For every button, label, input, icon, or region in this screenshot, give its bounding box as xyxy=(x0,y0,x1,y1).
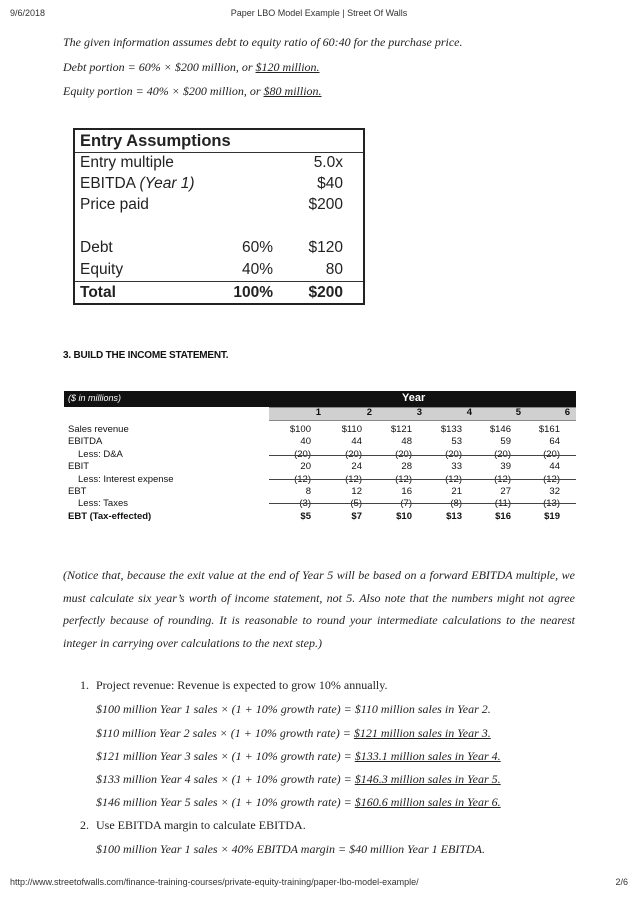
income-cell: (20) xyxy=(445,448,462,460)
income-cell: 39 xyxy=(500,461,511,473)
entry-total-row: Total 100% $200 xyxy=(80,284,343,301)
income-cell: $10 xyxy=(396,510,412,522)
income-cell: $146 xyxy=(489,424,511,435)
income-cell: $161 xyxy=(538,424,560,435)
income-cell: (8) xyxy=(450,498,462,510)
print-header xyxy=(10,8,628,22)
income-row xyxy=(64,498,576,510)
equity-value: $80 million. xyxy=(263,84,322,98)
intro-debt-line xyxy=(63,60,320,75)
income-cell: $19 xyxy=(544,510,560,522)
income-cell: 28 xyxy=(401,461,412,473)
ebt-subtotal-line xyxy=(269,503,576,504)
section-heading: 3. BUILD THE INCOME STATEMENT. xyxy=(63,350,229,361)
income-row-label: EBITDA xyxy=(68,436,103,448)
year-number: 1 xyxy=(315,407,321,418)
entry-assumptions-table xyxy=(73,128,365,305)
income-table-header-bar xyxy=(64,391,576,407)
ebit-subtotal-line xyxy=(269,479,576,480)
income-cell: 12 xyxy=(351,486,362,497)
income-cell: (12) xyxy=(395,473,412,485)
income-cell: $100 xyxy=(289,424,311,435)
income-cell: (12) xyxy=(294,473,311,485)
step-2-number: 2. xyxy=(80,818,89,832)
income-row-label: Sales revenue xyxy=(68,424,129,435)
income-cell: (3) xyxy=(299,498,311,510)
entry-row: Entry multiple 5.0x xyxy=(80,154,343,171)
income-row xyxy=(64,511,576,523)
income-cell: (20) xyxy=(395,448,412,460)
income-cell: (20) xyxy=(494,448,511,460)
income-cell: (12) xyxy=(345,473,362,485)
income-cell: $110 xyxy=(341,424,362,435)
entry-row: EBITDA (Year 1) $40 xyxy=(80,175,343,192)
income-cell: 32 xyxy=(549,486,560,497)
step-1-calc-2: $110 million Year 2 sales × (1 + 10% growth rate) = $121 million sales in Year 3. xyxy=(96,726,491,740)
income-cell: (20) xyxy=(294,448,311,460)
entry-row: Price paid $200 xyxy=(80,196,343,213)
step-1-number: 1. xyxy=(80,678,89,692)
intro-equity-line xyxy=(63,84,322,99)
income-cell: 24 xyxy=(351,461,362,473)
income-cell: (12) xyxy=(543,473,560,485)
income-row xyxy=(64,424,576,436)
notice-paragraph: (Notice that, because the exit value at the end of Year 5 will be based on a forward EBITDA multiple, we must calculate six year’s worth of income statement, not 5. Also note that the numbers might not agree perfectly because of rounding. It is reasonable to round your intermediate calculations to the nearest integer in carrying over calculations to the next step.) xyxy=(63,568,575,650)
income-cell: $5 xyxy=(300,510,311,522)
income-cell: (11) xyxy=(494,498,511,510)
income-cell: (13) xyxy=(543,498,560,510)
income-statement-table xyxy=(64,391,576,531)
debt-prefix: Debt portion = 60% × $200 million, or xyxy=(63,60,256,74)
income-cell: 21 xyxy=(451,486,462,497)
income-row-label: Less: Interest expense xyxy=(78,473,174,485)
income-cell: $121 xyxy=(390,424,412,435)
income-row-label: EBIT xyxy=(68,461,90,473)
income-cell: $16 xyxy=(495,510,511,522)
income-cell: 64 xyxy=(549,436,560,448)
entry-row: Equity 40% 80 xyxy=(80,261,343,278)
year-number-row xyxy=(64,407,576,419)
units-label: ($ in millions) xyxy=(68,393,122,403)
intro-ratio-line: The given information assumes debt to equity ratio of 60:40 for the purchase price. xyxy=(63,35,463,49)
step-2-text: Use EBITDA margin to calculate EBITDA. xyxy=(96,818,306,832)
income-cell: 27 xyxy=(500,486,511,497)
income-cell: $13 xyxy=(446,510,462,522)
income-row-label: EBT (Tax-effected) xyxy=(68,510,152,522)
income-cell: 48 xyxy=(401,436,412,448)
year-number: 3 xyxy=(416,407,422,418)
year-label: Year xyxy=(402,392,426,404)
print-date: 9/6/2018 xyxy=(10,8,46,18)
income-cell: 33 xyxy=(451,461,462,473)
income-cell: 40 xyxy=(300,436,311,448)
income-row-label: EBT xyxy=(68,486,87,497)
income-cell: 59 xyxy=(500,436,511,448)
income-row-label: Less: Taxes xyxy=(78,498,128,510)
income-cell: 20 xyxy=(300,461,311,473)
year-number: 5 xyxy=(515,407,521,418)
income-cell: (20) xyxy=(345,448,362,460)
income-cell: 44 xyxy=(549,461,560,473)
income-row xyxy=(64,436,576,448)
year-number: 4 xyxy=(466,407,472,418)
step-1-text: Project revenue: Revenue is expected to grow 10% annually. xyxy=(96,678,388,692)
income-cell: (12) xyxy=(445,473,462,485)
page-number: 2/6 xyxy=(615,877,628,887)
entry-table-title: Entry Assumptions xyxy=(80,132,231,150)
income-row xyxy=(64,486,576,498)
income-cell: 8 xyxy=(305,486,311,497)
print-footer xyxy=(10,877,628,891)
income-cell: (5) xyxy=(350,498,362,510)
income-cell: $133 xyxy=(440,424,462,435)
step-2-calc-1: $100 million Year 1 sales × 40% EBITDA margin = $40 million Year 1 EBITDA. xyxy=(96,842,485,856)
step-1-calc-3: $121 million Year 3 sales × (1 + 10% growth rate) = $133.1 million sales in Year 4. xyxy=(96,749,501,763)
income-cell: (12) xyxy=(494,473,511,485)
year-number: 6 xyxy=(564,407,570,418)
entry-row: Debt 60% $120 xyxy=(80,239,343,256)
step-1-calc-1: $100 million Year 1 sales × (1 + 10% growth rate) = $110 million sales in Year 2. xyxy=(96,702,491,716)
income-cell: (20) xyxy=(543,448,560,460)
step-1-calc-4: $133 million Year 4 sales × (1 + 10% growth rate) = $146.3 million sales in Year 5. xyxy=(96,772,501,786)
income-cell: 16 xyxy=(401,486,412,497)
page-url: http://www.streetofwalls.com/finance-training-courses/private-equity-training/paper-lbo-model-example/ xyxy=(10,877,419,887)
debt-value: $120 million. xyxy=(255,60,320,74)
income-cell: $7 xyxy=(351,510,362,522)
income-row-label: Less: D&A xyxy=(78,448,123,460)
year-number: 2 xyxy=(366,407,372,418)
step-1-calc-5: $146 million Year 5 sales × (1 + 10% growth rate) = $160.6 million sales in Year 6. xyxy=(96,795,501,809)
ebitda-subtotal-line xyxy=(269,455,576,456)
income-cell: (7) xyxy=(400,498,412,510)
income-row xyxy=(64,461,576,473)
equity-prefix: Equity portion = 40% × $200 million, or xyxy=(63,84,264,98)
income-cell: 44 xyxy=(351,436,362,448)
page-title: Paper LBO Model Example | Street Of Walls xyxy=(230,8,408,18)
income-cell: 53 xyxy=(451,436,462,448)
